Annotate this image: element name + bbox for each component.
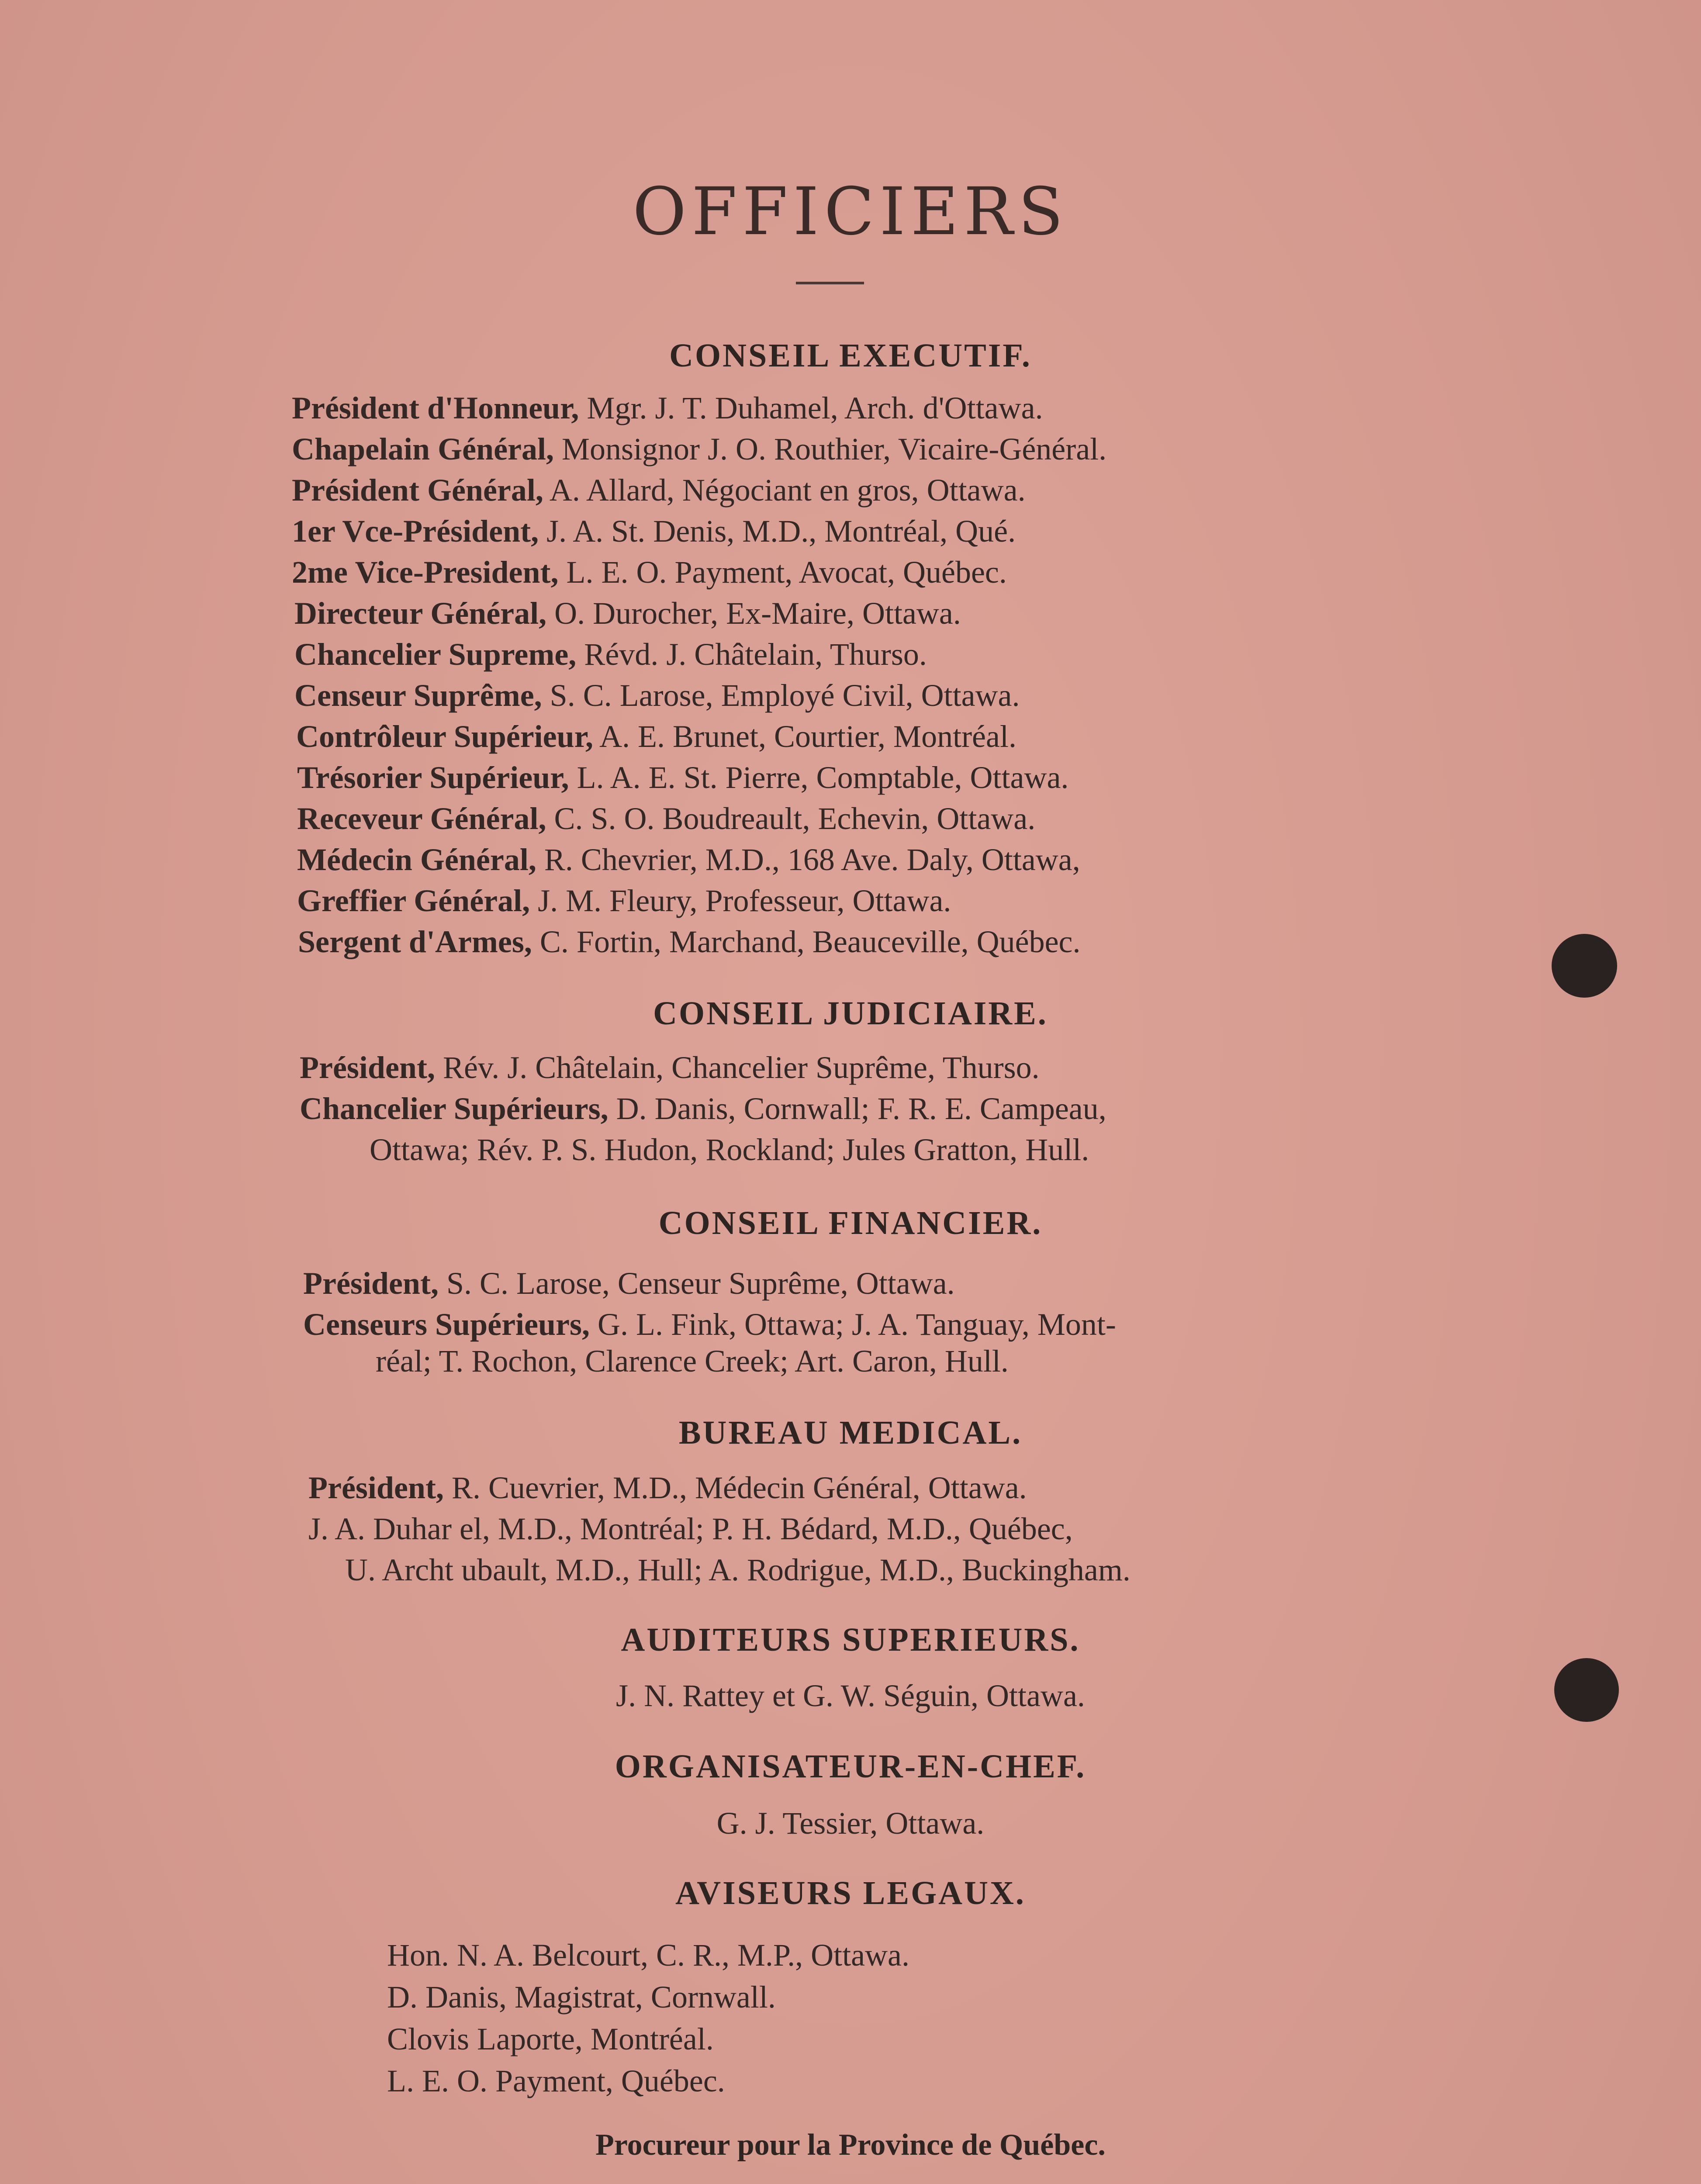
executif-entry: Président Général, A. Allard, Négociant en gros, Ottawa. (292, 473, 1026, 508)
heading-conseil-executif: CONSEIL EXECUTIF. (669, 337, 1032, 374)
punch-hole-upper (1552, 934, 1617, 998)
executif-entry: Trésorier Supérieur, L. A. E. St. Pierre, Comptable, Ottawa. (297, 760, 1069, 795)
aviseur-line: Hon. N. A. Belcourt, C. R., M.P., Ottawa. (387, 1938, 909, 1973)
executif-entry: Censeur Suprême, S. C. Larose, Employé Civil, Ottawa. (294, 678, 1020, 713)
executif-entry: Directeur Général, O. Durocher, Ex-Maire, Ottawa. (294, 596, 961, 631)
heading-auditeurs-superieurs: AUDITEURS SUPERIEURS. (621, 1621, 1080, 1658)
heading-aviseurs-legaux: AVISEURS LEGAUX. (675, 1875, 1026, 1911)
medical-line: Président, R. Cuevrier, M.D., Médecin Général, Ottawa. (308, 1470, 1027, 1505)
judiciaire-line: Chancelier Supérieurs, D. Danis, Cornwall; F. R. E. Campeau, (300, 1091, 1106, 1126)
executif-entry: Sergent d'Armes, C. Fortin, Marchand, Beauceville, Québec. (298, 924, 1081, 959)
executif-entry: Receveur Général, C. S. O. Boudreault, Echevin, Ottawa. (297, 801, 1036, 836)
executif-entry: Président d'Honneur, Mgr. J. T. Duhamel, Arch. d'Ottawa. (292, 390, 1043, 425)
executif-entry: 1er Vce-Président, J. A. St. Denis, M.D., Montréal, Qué. (292, 514, 1016, 549)
heading-procureur: Procureur pour la Province de Québec. (595, 2128, 1106, 2162)
executif-entry: Médecin Général, R. Chevrier, M.D., 168 Ave. Daly, Ottawa, (297, 842, 1080, 877)
judiciaire-line: Président, Rév. J. Châtelain, Chancelier Suprême, Thurso. (300, 1050, 1040, 1085)
aviseur-line: L. E. O. Payment, Québec. (387, 2063, 725, 2098)
heading-organisateur-en-chef: ORGANISATEUR-EN-CHEF. (615, 1748, 1086, 1785)
financier-line: Censeurs Supérieurs, G. L. Fink, Ottawa; J. A. Tanguay, Mont- (303, 1307, 1116, 1342)
executif-entry: 2me Vice-President, L. E. O. Payment, Avocat, Québec. (292, 555, 1007, 590)
medical-line: J. A. Duhar el, M.D., Montréal; P. H. Bédard, M.D., Québec, (308, 1511, 1073, 1546)
page-title: OFFICIERS (633, 174, 1068, 250)
financier-line: réal; T. Rochon, Clarence Creek; Art. Caron, Hull. (376, 1344, 1009, 1379)
auditeurs-text: J. N. Rattey et G. W. Séguin, Ottawa. (616, 1678, 1085, 1713)
title-rule (796, 282, 864, 284)
medical-line: U. Archt ubault, M.D., Hull; A. Rodrigue, M.D., Buckingham. (345, 1552, 1131, 1587)
executif-entry: Chancelier Supreme, Révd. J. Châtelain, Thurso. (294, 637, 927, 672)
aviseur-line: D. Danis, Magistrat, Cornwall. (387, 1980, 776, 2015)
heading-conseil-judiciaire: CONSEIL JUDICIAIRE. (653, 995, 1048, 1032)
aviseur-line: Clovis Laporte, Montréal. (387, 2022, 714, 2056)
judiciaire-line: Ottawa; Rév. P. S. Hudon, Rockland; Jules Gratton, Hull. (370, 1132, 1089, 1167)
financier-line: Président, S. C. Larose, Censeur Suprême, Ottawa. (303, 1266, 955, 1301)
executif-entry: Chapelain Général, Monsignor J. O. Routhier, Vicaire-Général. (292, 432, 1107, 467)
executif-entry: Contrôleur Supérieur, A. E. Brunet, Courtier, Montréal. (296, 719, 1016, 754)
organisateur-text: G. J. Tessier, Ottawa. (716, 1806, 985, 1841)
heading-conseil-financier: CONSEIL FINANCIER. (658, 1205, 1043, 1241)
punch-hole-lower (1554, 1658, 1619, 1722)
executif-entry: Greffier Général, J. M. Fleury, Professeur, Ottawa. (297, 883, 951, 918)
heading-bureau-medical: BUREAU MEDICAL. (678, 1414, 1023, 1451)
